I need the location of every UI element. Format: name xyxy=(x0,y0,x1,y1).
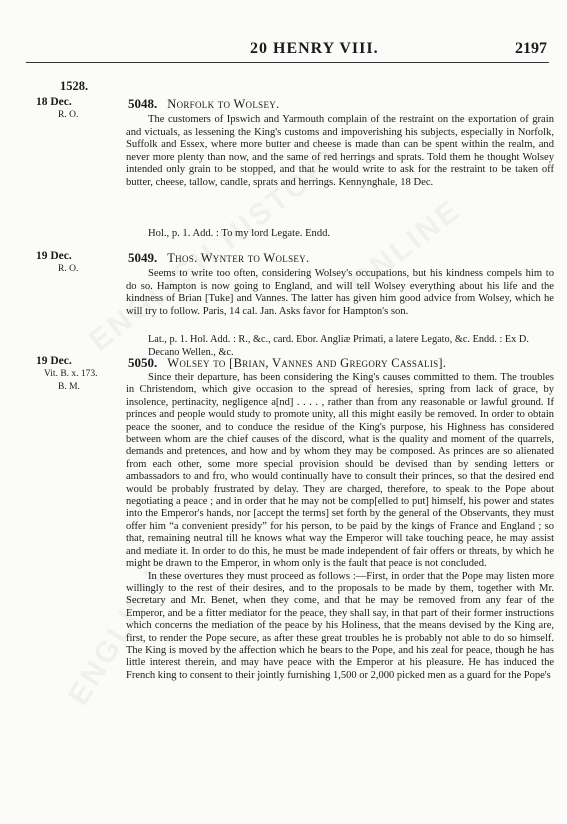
entry-source: Vit. B. x. 173. xyxy=(44,369,98,379)
entry-paragraph: Seems to write too often, considering Wolsey's occupations, but his kindness compels him to do so. Hampton is now going to England, and will tell Wolsey everything about his life and the kindness of Brian [Tuke] and Vannes. The latter has given him good advice from Wolsey, which he will try to follow. Paris, 14 cal. Jan. Asks favor for Hampton's son. xyxy=(126,268,554,317)
entry-sidenote xyxy=(36,355,126,394)
entry-source: R. O. xyxy=(58,110,79,120)
entry-title xyxy=(128,250,309,266)
entry-number: 5050. xyxy=(128,355,158,370)
entry-source-2: B. M. xyxy=(58,382,80,392)
year-heading: 1528. xyxy=(60,79,89,93)
entry-number: 5048. xyxy=(128,96,158,111)
entry-correspondents: Wolsey to [Brian, Vannes and Gregory Cassalis]. xyxy=(167,356,447,370)
running-header xyxy=(0,40,567,68)
entry-title xyxy=(128,96,279,112)
entry-body xyxy=(126,114,554,189)
entry-sidenote xyxy=(36,250,126,276)
entry-number: 5049. xyxy=(128,250,158,265)
entry-body xyxy=(126,268,554,318)
entry-title xyxy=(128,355,446,371)
entry-sidenote xyxy=(36,96,126,122)
page-number: 2197 xyxy=(515,40,547,57)
entry-note-text: Lat., p. 1. Hol. Add. : R., &c., card. Ebor. Angliæ Primati, a latere Legato, &c. Endd. : Ex D. Decano Wellen., &c. xyxy=(148,334,529,358)
entry-source: R. O. xyxy=(58,264,79,274)
entry-date: 19 Dec. xyxy=(36,250,72,262)
entry-body xyxy=(126,372,554,682)
entry-date: 19 Dec. xyxy=(36,355,72,367)
entry-correspondents: Thos. Wynter to Wolsey. xyxy=(167,251,310,265)
entry-paragraph: The customers of Ipswich and Yarmouth complain of the restraint on the exportation of grain and victuals, as lessening the King's customs and impoverishing his subjects, especially in Norfolk, Suffolk and Essex, where more butter and cheese is made than can be spent within the realm, and never more plenty than now, and the same of red herrings and sprats. Told them he thought Wolsey intended only grain to be stopped, and that he would write to ask for the restraint to be taken off butter, cheese, tallow, candle, sprats and herrings. Kennynghale, 18 Dec. xyxy=(126,114,554,188)
running-title: 20 HENRY VIII. xyxy=(250,40,379,57)
entry-paragraph: Since their departure, has been considering the King's causes committed to them. The troubles in Christendom, which give occasion to the spread of heresies, spring from lack of grace, by insolence, pertinacity, negligence a[nd] . . . . , rather than from any reasonable or lawful ground. If princes and people would study to promote unity, all this might easily be removed. In order to obtain peace the sooner, and to conduce the residue of the King's purpose, his Highness has considered between whom are the chief causes of the discord, what is the quality and moment of the quarrels, demands and pretences, and how and by whom they may be composed. As princes are so alienated from each other, some more special provision should be devised than by sending letters or ambassadors to and fro, who would continually have to consult their princes, so that the desired end would be probably frustrated by delay. They are charged, therefore, to speak to the Pope about negotiating a peace ; and in order that he may not be comp[elled to put] himself, his power and states into the Emperor's hands, nor [accept the terms] set forth by the general of the Observants, they must offer him “a convenient presidy” for his person, to be paid by the kings of France and England ; so that, remaining neutral till he knows what way the Emperor will take touching peace, he may assist and mediate it. In order to do this, he must be made independent of fair offers or threats, by which he might be drawn to the Emperor, in whom only is the fault that peace is not concluded. xyxy=(126,372,554,570)
header-rule xyxy=(26,62,549,63)
entry-date: 18 Dec. xyxy=(36,96,72,108)
entry-note: Hol., p. 1. Add. : To my lord Legate. Endd. xyxy=(148,228,331,239)
entry-correspondents: Norfolk to Wolsey. xyxy=(167,97,280,111)
entry-paragraph: In these overtures they must proceed as follows :—First, in order that the Pope may listen more willingly to the rest of their desires, and to the proposals to be made by them, together with Mr. Secretary and Mr. Benet, when they come, and that he may be removed from any fear of the Emperor, and be a fitter mediator for the peace, they shall say, in that part of their former instructions which concerns the mediation of the peace by his Holiness, that the means devised by the King are, first, to render the Pope secure, as after these great troubles he is probably not able to do so himself. The King is moved by the affection which he bears to the Pope, and his zeal for peace, though he has little interest therein, and may have peace with the Emperor at his pleasure. He has induced the French king to consent to their jointly furnishing 1,500 or 2,000 picked men as a guard for the Pope's xyxy=(126,570,554,681)
